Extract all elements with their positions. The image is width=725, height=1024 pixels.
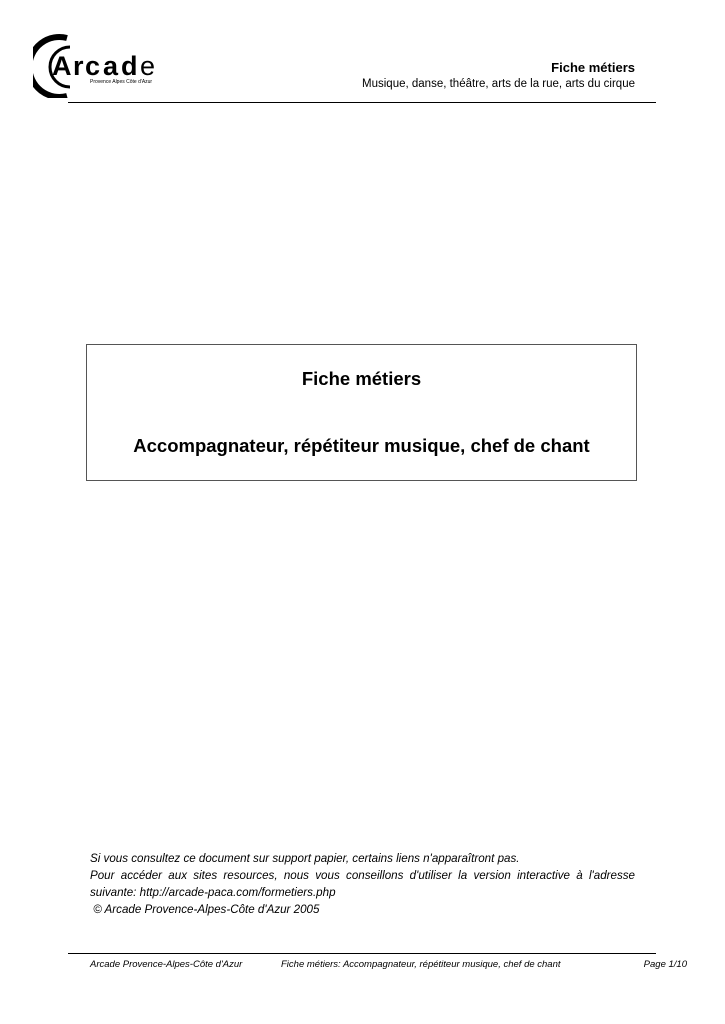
- title-box: [86, 344, 637, 481]
- header-title: Fiche métiers: [551, 60, 635, 75]
- print-notice: [90, 850, 635, 918]
- arcade-logo-mark: [33, 33, 168, 98]
- document-heading: Fiche métiers: [301, 368, 422, 389]
- footer-organization: Arcade Provence-Alpes-Côte d'Azur: [90, 959, 243, 970]
- svg-text:r: r: [73, 51, 84, 81]
- svg-text:A: A: [52, 51, 72, 81]
- footer-document-title: Fiche métiers: Accompagnateur, répétiteur musique, chef de chant: [281, 959, 561, 970]
- copyright-line: © Arcade Provence-Alpes-Côte d'Azur 2005: [90, 903, 320, 916]
- header-divider: [68, 102, 656, 103]
- svg-text:a: a: [103, 51, 119, 81]
- document-subheading: Accompagnateur, répétiteur musique, chef de chant: [133, 435, 590, 456]
- svg-text:d: d: [121, 51, 138, 81]
- footer-page-number: Page 1/10: [643, 959, 687, 970]
- svg-text:e: e: [140, 51, 156, 81]
- header-subtitle: Musique, danse, théâtre, arts de la rue, arts du cirque: [362, 78, 635, 90]
- svg-text:c: c: [85, 51, 101, 81]
- arcade-logo: [33, 33, 168, 98]
- notice-paper-line: Si vous consultez ce document sur support papier, certains liens n'apparaîtront pas.: [90, 852, 520, 865]
- svg-text:Provence Alpes Côte d'Azur: Provence Alpes Côte d'Azur: [90, 79, 153, 85]
- notice-interactive-line: Pour accéder aux sites resources, nous vous conseillons d'utiliser la version interactive à l'adresse suivante: http://arcade-paca.com/formetiers.php: [90, 869, 635, 899]
- footer-divider: [68, 953, 656, 954]
